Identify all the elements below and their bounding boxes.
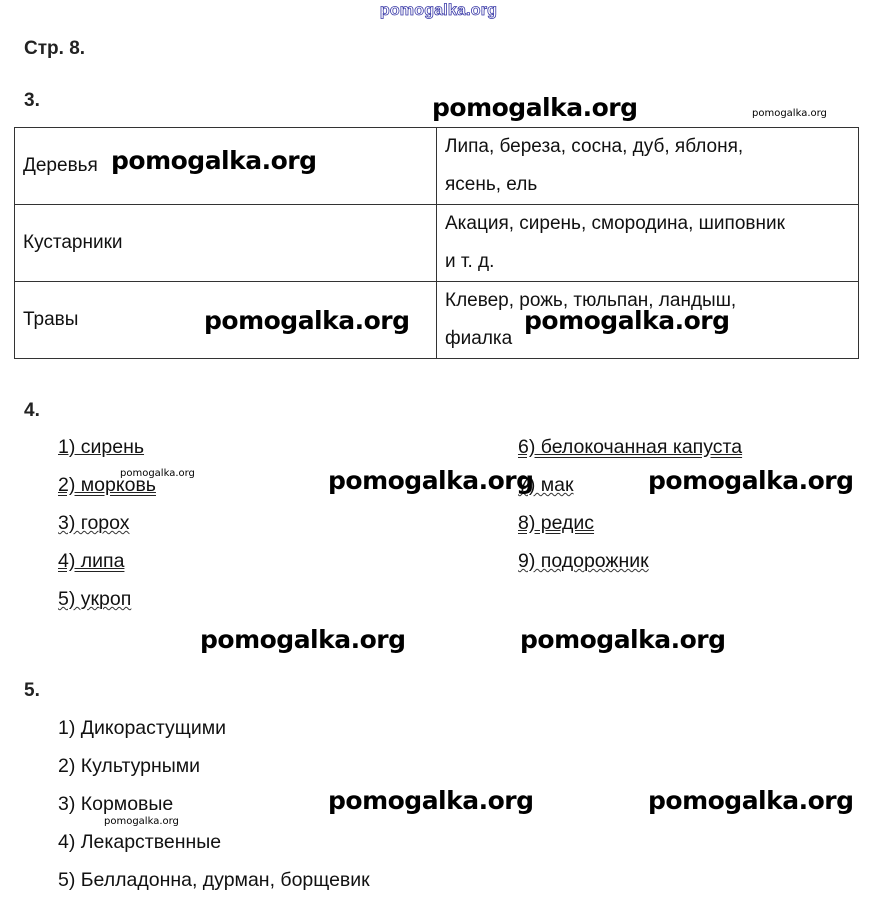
examples-line: и т. д. xyxy=(445,251,495,272)
examples-line: ясень, ель xyxy=(445,174,538,195)
task-4-number: 4. xyxy=(24,400,40,421)
item-text: 6) белокочанная капуста xyxy=(518,436,743,458)
item-text: 5) укроп xyxy=(58,588,132,610)
table-row xyxy=(15,205,859,282)
item-text: 4) липа xyxy=(58,550,125,572)
category-herbs: Травы xyxy=(23,309,79,330)
item-text: 1) сирень xyxy=(58,436,145,458)
examples-cell xyxy=(437,128,859,205)
watermark-text: pomogalka.org xyxy=(432,93,638,122)
watermark-text: pomogalka.org xyxy=(520,625,726,654)
item-text: 9) подорожник xyxy=(518,550,649,572)
list-item: 3) Кормовые xyxy=(58,793,174,815)
list-item xyxy=(58,588,131,611)
watermark-small: pomogalka.org xyxy=(120,468,195,479)
item-text: 3) горох xyxy=(58,512,130,534)
table-row xyxy=(15,282,859,359)
examples-line: Акация, сирень, смородина, шиповник xyxy=(445,213,785,234)
category-trees: Деревья xyxy=(23,155,98,176)
item-text: 7) мак xyxy=(518,474,574,496)
examples-cell xyxy=(437,205,859,282)
item-text: 2) морковь xyxy=(58,474,156,496)
list-item: 5) Белладонна, дурман, борщевик xyxy=(58,869,370,891)
watermark-text: pomogalka.org xyxy=(200,625,406,654)
examples-line: Клевер, рожь, тюльпан, ландыш, xyxy=(445,290,737,311)
item-text: 8) редис xyxy=(518,512,595,534)
watermark-text: pomogalka.org xyxy=(204,306,410,335)
list-item xyxy=(58,550,124,573)
list-item: 1) Дикорастущими xyxy=(58,717,227,739)
list-item: 2) Культурными xyxy=(58,755,201,777)
examples-line: фиалка xyxy=(445,328,513,349)
page-title: Стр. 8. xyxy=(24,38,86,59)
watermark-text: pomogalka.org xyxy=(524,306,730,335)
list-item xyxy=(58,436,144,459)
list-item xyxy=(518,436,742,459)
watermark-text: pomogalka.org xyxy=(111,146,317,175)
watermark-small: pomogalka.org xyxy=(104,816,179,827)
watermark-text: pomogalka.org xyxy=(648,466,854,495)
list-item xyxy=(518,550,649,573)
list-item xyxy=(518,512,594,535)
watermark-text: pomogalka.org xyxy=(328,786,534,815)
list-item: 4) Лекарственные xyxy=(58,831,222,853)
task-3-number: 3. xyxy=(24,90,40,111)
task-5-number: 5. xyxy=(24,680,40,701)
watermark-small: pomogalka.org xyxy=(752,108,827,119)
top-watermark: pomogalka.org xyxy=(379,2,498,19)
examples-line: Липа, береза, сосна, дуб, яблоня, xyxy=(445,136,744,157)
watermark-text: pomogalka.org xyxy=(328,466,534,495)
list-item xyxy=(58,512,130,535)
category-cell xyxy=(15,205,437,282)
category-shrubs: Кустарники xyxy=(23,232,123,253)
watermark-text: pomogalka.org xyxy=(648,786,854,815)
